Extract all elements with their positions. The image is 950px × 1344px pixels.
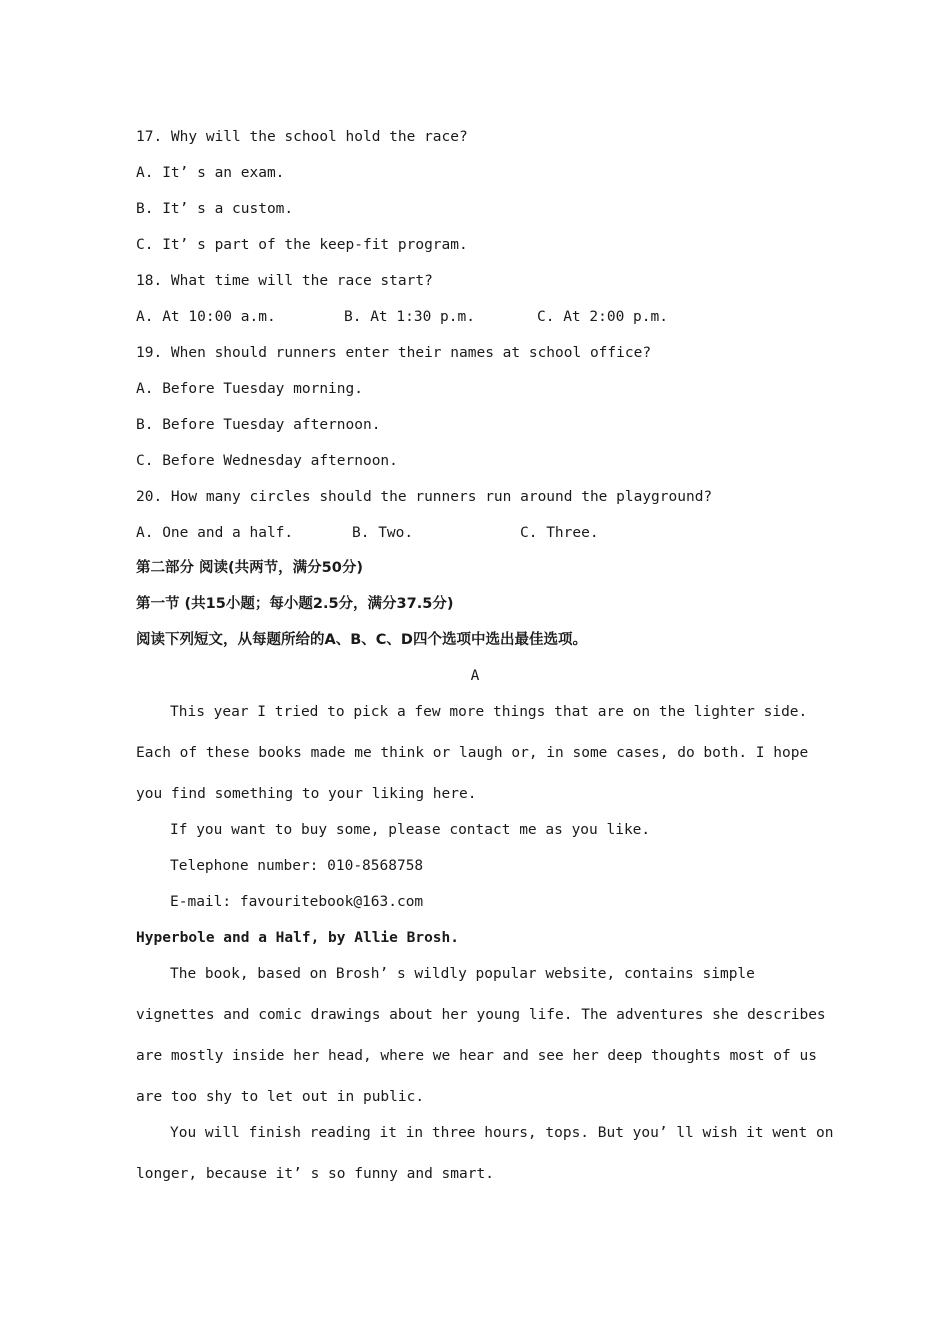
telephone-line: Telephone number: 010-8568758 xyxy=(170,858,424,874)
q20-option-a: A. One and a half. xyxy=(136,525,294,541)
passage-label: A xyxy=(470,668,480,684)
email-line: E-mail: favouritebook@163.com xyxy=(170,894,424,910)
book-para1-line-2: vignettes and comic drawings about her young life. The adventures she describes xyxy=(136,1007,826,1023)
book-para2-line-2: longer, because it’ s so funny and smart. xyxy=(136,1166,494,1182)
q20-option-b: B. Two. xyxy=(352,525,414,541)
intro-line-3: you find something to your liking here. xyxy=(136,786,477,802)
part-title: 第二部分 阅读(共两节，满分50分) xyxy=(136,560,363,576)
book-para2-line-1: You will finish reading it in three hours, tops. But you’ ll wish it went on xyxy=(170,1125,834,1141)
q20-option-c: C. Three. xyxy=(520,525,599,541)
q17-option-a: A. It’ s an exam. xyxy=(136,165,285,181)
book-title: Hyperbole and a Half, by Allie Brosh. xyxy=(136,930,460,946)
intro-line-2: Each of these books made me think or laugh or, in some cases, do both. I hope xyxy=(136,745,809,761)
q19-option-a: A. Before Tuesday morning. xyxy=(136,381,363,397)
book-para1-line-1: The book, based on Brosh’ s wildly popular website, contains simple xyxy=(170,966,755,982)
question-17: 17. Why will the school hold the race? xyxy=(136,129,468,145)
question-18: 18. What time will the race start? xyxy=(136,273,433,289)
intro-line-1: This year I tried to pick a few more things that are on the lighter side. xyxy=(170,704,808,720)
book-para1-line-3: are mostly inside her head, where we hear and see her deep thoughts most of us xyxy=(136,1048,817,1064)
section-instruction: 阅读下列短文，从每题所给的A、B、C、D四个选项中选出最佳选项。 xyxy=(136,632,587,648)
q18-option-a: A. At 10:00 a.m. xyxy=(136,309,276,325)
book-para1-line-4: are too shy to let out in public. xyxy=(136,1089,425,1105)
question-20: 20. How many circles should the runners run around the playground? xyxy=(136,489,713,505)
q17-option-b: B. It’ s a custom. xyxy=(136,201,294,217)
q17-option-c: C. It’ s part of the keep-fit program. xyxy=(136,237,468,253)
q19-option-c: C. Before Wednesday afternoon. xyxy=(136,453,398,469)
question-19: 19. When should runners enter their names at school office? xyxy=(136,345,652,361)
q19-option-b: B. Before Tuesday afternoon. xyxy=(136,417,381,433)
section-subtitle: 第一节 (共15小题；每小题2.5分，满分37.5分) xyxy=(136,596,454,612)
q18-option-b: B. At 1:30 p.m. xyxy=(344,309,475,325)
contact-line: If you want to buy some, please contact me as you like. xyxy=(170,822,651,838)
q18-option-c: C. At 2:00 p.m. xyxy=(537,309,668,325)
